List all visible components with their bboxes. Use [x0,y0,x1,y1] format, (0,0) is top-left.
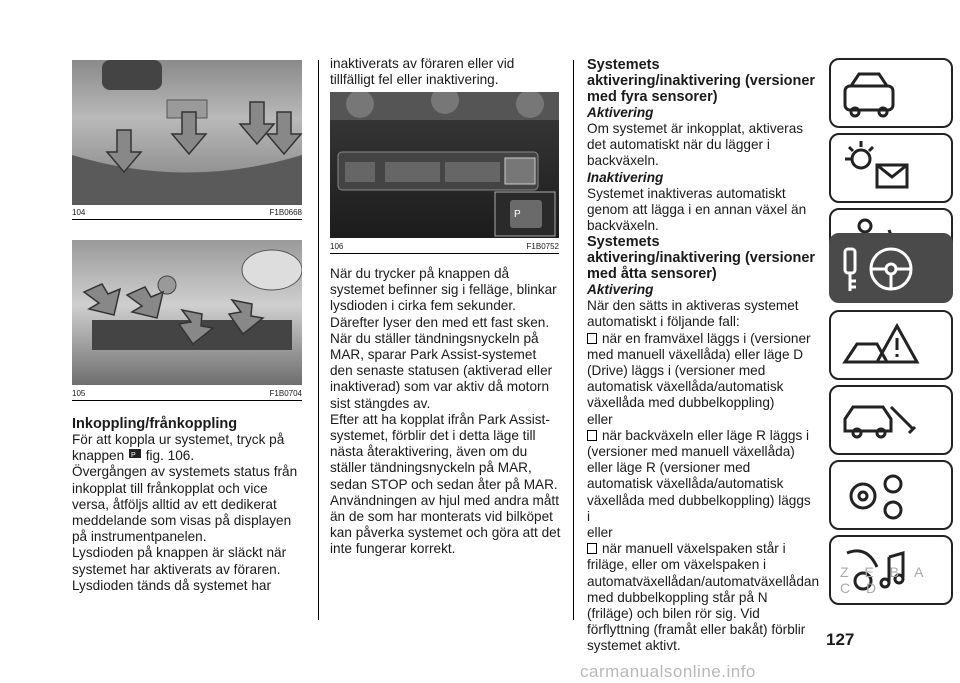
svg-text:P: P [514,209,521,220]
bullet-item [587,541,820,654]
car-wrench-icon [831,387,951,453]
section-heading: Systemets aktivering/inaktivering (versioner med fyra sensorer) [587,57,816,105]
column-divider [573,60,574,620]
subheading: Aktivering [587,105,654,120]
subheading: Aktivering [587,282,654,298]
tab-dashboard[interactable] [829,58,953,128]
column-2-top [330,56,562,88]
paragraph: Om systemet är inkopplat, aktiveras det automatiskt när du lägger i backväxeln. [587,121,804,169]
bullet-text: när backväxeln eller läge R läggs i (versioner med manuell växellåda) eller läge R (versioner med automatisk växellåda/automatisk växellåda med dubbelkoppling) läggs i [587,427,811,524]
tab-maintenance[interactable] [829,385,953,455]
text-span: knappen [72,448,125,464]
bullet-item [587,428,817,525]
bullet-item [587,331,817,412]
key-steering-wheel-icon [831,235,951,301]
paragraph: När den sätts in aktiveras systemet automatiskt i följande fall: [587,298,799,330]
text-span: För att koppla ur systemet, tryck på [72,432,285,447]
tab-starting-driving[interactable] [829,233,953,303]
bullet-square-icon [587,333,597,344]
paragraph: Lysdioden på knappen är släckt när systemet har aktiverats av föraren. Lysdioden tänds då systemet har [72,545,287,593]
figure-code: F1B0668 [269,208,302,217]
paragraph: När du trycker på knappen då systemet befinner sig i felläge, blinkar lysdioden i cirka fem sekunder. Därefter lyser den med ett fast sken. [330,266,557,330]
figure-104-caption [72,208,302,220]
paragraph: Efter att ha kopplat ifrån Park Assist-systemet, förblir det i detta läge till nästa återaktivering, även om du ställer tändningsnyckeln på MAR, sedan STOP och sedan åter på MAR. [330,411,558,492]
figure-104-rear-bumper [72,60,302,205]
column-3 [587,57,820,655]
console-illustration [330,92,559,238]
paragraph: Användningen av hjul med andra mått än de som har monterats vid bilköpet kan påverka systemet och göra att det inte fungerar korrekt. [330,492,561,557]
text-span: fig. 106. [145,448,195,464]
watermark: carmanualsonline.info [580,662,756,681]
figure-number: 104 [72,208,86,217]
page-number: 127 [826,630,855,649]
section-heading: Systemets aktivering/inaktivering (versioner med åtta sensorer) [587,234,816,283]
paragraph: inaktiverats av föraren eller vid tillfälligt fel eller inaktivering. [330,56,515,88]
tab-emergency[interactable] [829,310,953,380]
section-heading: Inkoppling/frånkoppling [72,416,238,432]
bullet-square-icon [587,543,597,554]
paragraph [72,432,306,464]
figure-105-front-bumper [72,240,302,385]
index-letters-icon [830,556,950,626]
subheading: Inaktivering [587,169,664,185]
gears-icon [831,462,951,528]
paragraph: När du ställer tändningsnyckeln på MAR, sparar Park Assist-systemet den senaste statusen (aktiverad eller inaktiverad) som var aktiv då motorn sist stängdes av. [330,330,553,411]
index-letters: Z E B A C D [840,564,929,596]
svg-text:P: P [130,452,136,460]
dashboard-car-icon [831,60,951,126]
figure-code: F1B0752 [526,242,559,251]
bullet-text: när manuell växelspaken står i friläge, eller om växelspaken i automatväxellådan/automatväxellådan med dubbelkoppling står på N (friläge) och bilen rör sig. Vid förflyttning (framåt eller bakåt) förblir systemet aktivt. [587,541,820,654]
figure-106-caption [330,242,559,254]
rear-bumper-illustration [72,60,302,205]
paragraph: Övergången av systemets status från inkopplat till frånkopplat och vice versa, åtföljs alltid av ett dedikerat meddelande som visas på displayen på instrumentpanelen. [72,464,298,545]
figure-105-caption [72,389,302,401]
front-bumper-illustration [72,240,302,385]
figure-number: 105 [72,389,86,398]
figure-code: F1B0704 [269,389,302,398]
bullet-square-icon [587,430,597,441]
figure-number: 106 [330,242,344,251]
column-1 [72,416,306,594]
paragraph: eller [587,525,613,541]
paragraph: eller [587,411,613,427]
tab-technical-data[interactable] [829,460,953,530]
figure-106-console-buttons [330,92,559,238]
lights-message-icon [831,135,951,201]
paragraph: Systemet inaktiveras automatiskt genom att lägga i en annan växel än backväxeln. [587,185,807,234]
column-2 [330,266,562,558]
park-assist-icon [128,448,142,462]
tab-lights-messages[interactable] [829,133,953,203]
warning-triangle-car-icon [831,312,951,378]
column-divider [318,60,319,620]
bullet-text: när en framväxel läggs i (versioner med manuell växellåda) eller läge D (Drive) läggs i (versioner med automatisk växellåda/automatisk växellåda med dubbelkoppling) [587,330,811,411]
